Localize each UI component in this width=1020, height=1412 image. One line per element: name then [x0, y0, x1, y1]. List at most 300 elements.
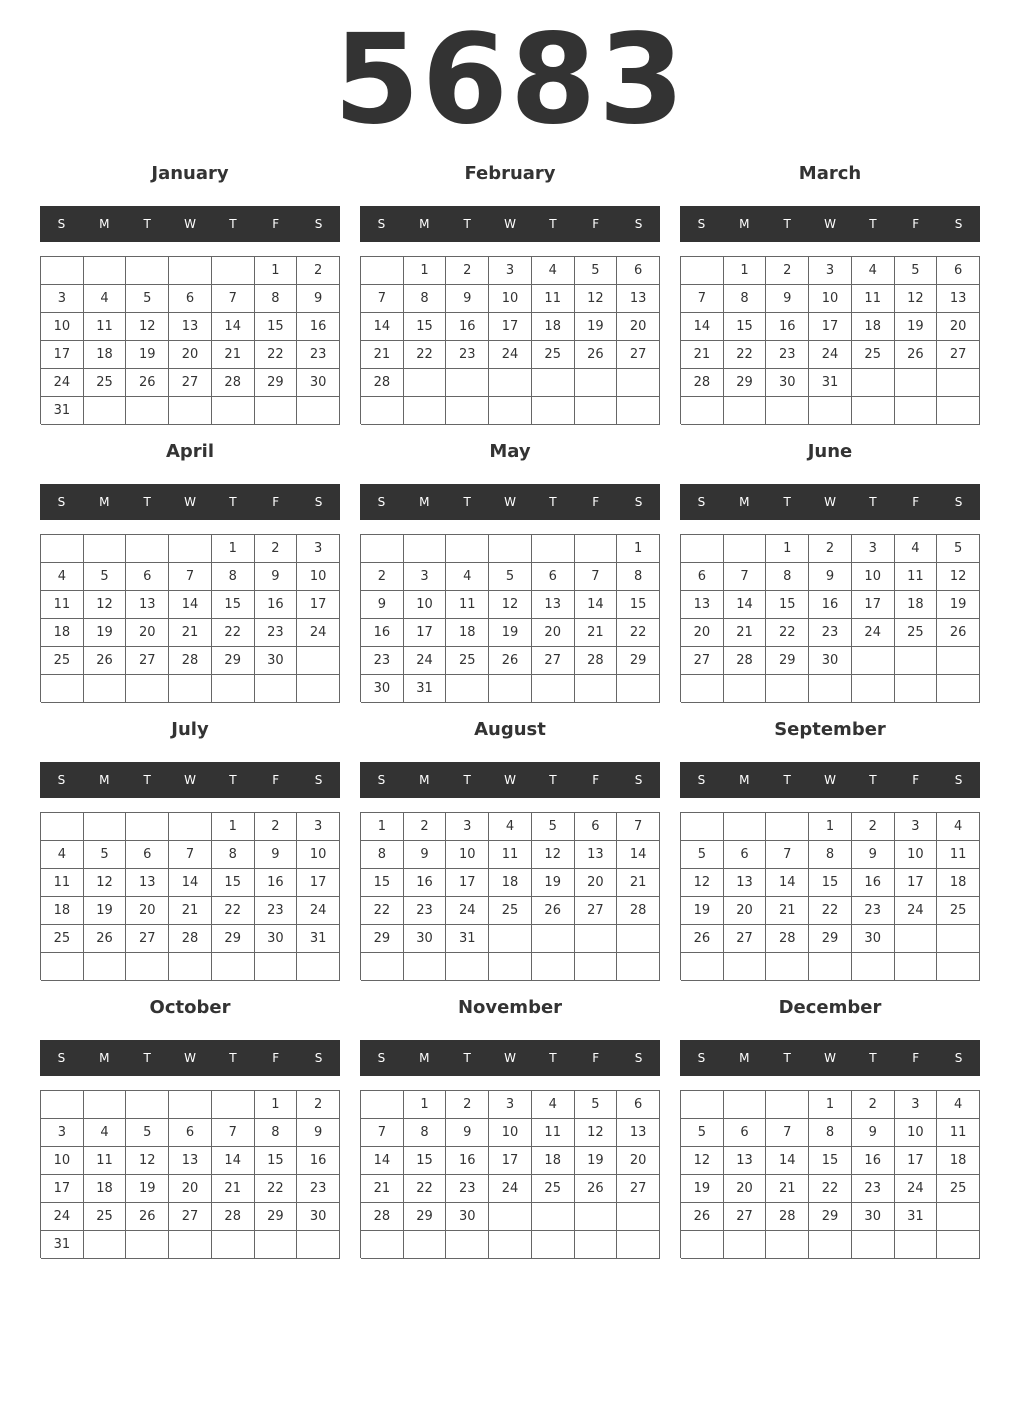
day-cell: 16 [297, 1147, 340, 1175]
empty-cell [169, 1231, 212, 1259]
day-cell: 13 [724, 869, 767, 897]
day-cell: 1 [404, 257, 447, 285]
day-cell: 12 [681, 869, 724, 897]
day-cell: 14 [361, 313, 404, 341]
day-cell: 23 [852, 897, 895, 925]
day-cell: 23 [361, 647, 404, 675]
empty-cell [575, 953, 618, 981]
month-name: March [798, 163, 862, 184]
day-grid [40, 534, 340, 702]
day-cell: 19 [126, 341, 169, 369]
day-cell: 14 [766, 869, 809, 897]
weekday-label: S [634, 495, 643, 509]
day-cell: 10 [41, 313, 84, 341]
day-cell: 29 [404, 1203, 447, 1231]
day-cell: 17 [852, 591, 895, 619]
day-cell: 15 [809, 1147, 852, 1175]
empty-cell [617, 1231, 660, 1259]
day-cell: 21 [212, 341, 255, 369]
empty-cell [126, 813, 169, 841]
empty-cell [84, 1091, 127, 1119]
weekday-label: W [184, 495, 196, 509]
day-cell: 9 [297, 1119, 340, 1147]
day-cell: 25 [895, 619, 938, 647]
empty-cell [41, 675, 84, 703]
empty-cell [575, 675, 618, 703]
weekday-label: M [99, 773, 110, 787]
weekday-label: S [954, 217, 963, 231]
day-cell: 8 [809, 1119, 852, 1147]
day-cell: 6 [681, 563, 724, 591]
empty-cell [297, 953, 340, 981]
day-cell: 1 [724, 257, 767, 285]
weekday-label: S [314, 1051, 323, 1065]
weekday-label: S [57, 773, 66, 787]
day-cell: 25 [532, 341, 575, 369]
day-cell: 26 [575, 341, 618, 369]
weekday-label: F [272, 217, 280, 231]
empty-cell [404, 369, 447, 397]
day-cell: 22 [404, 341, 447, 369]
empty-cell [84, 953, 127, 981]
weekday-label: M [99, 217, 110, 231]
day-cell: 11 [84, 313, 127, 341]
day-cell: 24 [852, 619, 895, 647]
day-cell: 4 [852, 257, 895, 285]
day-cell: 7 [575, 563, 618, 591]
weekday-label: M [739, 217, 750, 231]
weekday-label: F [592, 773, 600, 787]
empty-cell [575, 397, 618, 425]
day-cell: 3 [404, 563, 447, 591]
day-cell: 19 [575, 1147, 618, 1175]
day-cell: 31 [446, 925, 489, 953]
day-cell: 7 [766, 841, 809, 869]
day-cell: 10 [489, 1119, 532, 1147]
day-cell: 23 [446, 341, 489, 369]
weekday-label: W [824, 1051, 836, 1065]
day-cell: 26 [489, 647, 532, 675]
weekday-label: W [504, 495, 516, 509]
weekday-label: T [229, 1051, 237, 1065]
day-cell: 2 [361, 563, 404, 591]
day-cell: 20 [169, 1175, 212, 1203]
weekday-header [360, 484, 660, 520]
day-cell: 22 [212, 619, 255, 647]
empty-cell [404, 535, 447, 563]
day-cell: 13 [169, 313, 212, 341]
day-cell: 25 [84, 1203, 127, 1231]
day-cell: 17 [41, 1175, 84, 1203]
day-cell: 20 [937, 313, 980, 341]
day-cell: 30 [404, 925, 447, 953]
empty-cell [617, 925, 660, 953]
day-cell: 30 [255, 647, 298, 675]
month-name: April [165, 441, 215, 462]
month-name: December [778, 997, 882, 1018]
day-grid [360, 256, 660, 424]
day-cell: 29 [212, 925, 255, 953]
day-cell: 24 [297, 897, 340, 925]
empty-cell [766, 1231, 809, 1259]
day-cell: 28 [575, 647, 618, 675]
empty-cell [895, 647, 938, 675]
day-cell: 7 [724, 563, 767, 591]
weekday-label: T [783, 773, 791, 787]
day-cell: 22 [255, 1175, 298, 1203]
day-cell: 20 [617, 313, 660, 341]
day-cell: 12 [532, 841, 575, 869]
day-cell: 13 [126, 869, 169, 897]
day-cell: 18 [532, 313, 575, 341]
day-cell: 14 [617, 841, 660, 869]
day-cell: 8 [212, 563, 255, 591]
day-cell: 21 [169, 897, 212, 925]
weekday-label: S [634, 773, 643, 787]
day-cell: 5 [126, 1119, 169, 1147]
day-cell: 11 [532, 1119, 575, 1147]
day-cell: 2 [446, 257, 489, 285]
day-cell: 20 [169, 341, 212, 369]
day-cell: 27 [724, 1203, 767, 1231]
empty-cell [681, 397, 724, 425]
day-cell: 21 [361, 341, 404, 369]
day-cell: 9 [852, 1119, 895, 1147]
day-cell: 8 [212, 841, 255, 869]
day-cell: 5 [575, 257, 618, 285]
weekday-label: S [954, 1051, 963, 1065]
empty-cell [212, 675, 255, 703]
empty-cell [126, 953, 169, 981]
day-cell: 10 [895, 841, 938, 869]
day-cell: 23 [297, 1175, 340, 1203]
empty-cell [169, 675, 212, 703]
weekday-label: F [272, 495, 280, 509]
day-cell: 1 [809, 813, 852, 841]
day-cell: 7 [361, 1119, 404, 1147]
day-cell: 15 [809, 869, 852, 897]
day-cell: 16 [361, 619, 404, 647]
day-cell: 28 [617, 897, 660, 925]
empty-cell [681, 953, 724, 981]
empty-cell [937, 647, 980, 675]
empty-cell [617, 953, 660, 981]
empty-cell [617, 397, 660, 425]
day-cell: 9 [852, 841, 895, 869]
weekday-label: M [739, 773, 750, 787]
day-cell: 11 [937, 841, 980, 869]
empty-cell [126, 535, 169, 563]
day-grid [40, 256, 340, 424]
empty-cell [681, 257, 724, 285]
empty-cell [126, 1231, 169, 1259]
weekday-label: S [377, 1051, 386, 1065]
day-cell: 3 [297, 535, 340, 563]
day-cell: 9 [361, 591, 404, 619]
day-cell: 26 [532, 897, 575, 925]
empty-cell [937, 369, 980, 397]
day-cell: 11 [895, 563, 938, 591]
day-cell: 11 [446, 591, 489, 619]
day-cell: 24 [297, 619, 340, 647]
empty-cell [532, 925, 575, 953]
day-cell: 3 [895, 1091, 938, 1119]
day-cell: 25 [852, 341, 895, 369]
weekday-label: T [463, 773, 471, 787]
day-cell: 14 [361, 1147, 404, 1175]
day-cell: 30 [361, 675, 404, 703]
day-cell: 16 [852, 869, 895, 897]
day-cell: 9 [809, 563, 852, 591]
weekday-label: W [504, 217, 516, 231]
day-cell: 3 [41, 1119, 84, 1147]
day-cell: 16 [446, 313, 489, 341]
day-cell: 21 [575, 619, 618, 647]
weekday-label: M [99, 1051, 110, 1065]
day-cell: 23 [255, 897, 298, 925]
empty-cell [297, 675, 340, 703]
day-cell: 18 [532, 1147, 575, 1175]
month-name: June [807, 441, 853, 462]
day-cell: 11 [489, 841, 532, 869]
day-cell: 11 [852, 285, 895, 313]
weekday-header [360, 1040, 660, 1076]
weekday-label: T [229, 773, 237, 787]
weekday-label: T [869, 773, 877, 787]
day-cell: 8 [255, 1119, 298, 1147]
day-cell: 5 [681, 841, 724, 869]
day-cell: 27 [617, 1175, 660, 1203]
empty-cell [489, 1203, 532, 1231]
day-cell: 2 [255, 813, 298, 841]
empty-cell [681, 813, 724, 841]
day-grid [360, 1090, 660, 1258]
empty-cell [489, 925, 532, 953]
day-cell: 7 [169, 563, 212, 591]
day-cell: 22 [255, 341, 298, 369]
day-cell: 26 [84, 925, 127, 953]
empty-cell [617, 369, 660, 397]
weekday-label: S [697, 1051, 706, 1065]
empty-cell [404, 953, 447, 981]
empty-cell [169, 535, 212, 563]
day-cell: 31 [809, 369, 852, 397]
day-cell: 2 [809, 535, 852, 563]
day-cell: 2 [255, 535, 298, 563]
weekday-header [680, 1040, 980, 1076]
day-cell: 19 [84, 619, 127, 647]
day-cell: 22 [724, 341, 767, 369]
day-cell: 23 [255, 619, 298, 647]
day-cell: 20 [617, 1147, 660, 1175]
day-cell: 1 [766, 535, 809, 563]
day-cell: 17 [489, 313, 532, 341]
day-cell: 21 [617, 869, 660, 897]
empty-cell [446, 1231, 489, 1259]
day-cell: 10 [489, 285, 532, 313]
day-cell: 15 [404, 313, 447, 341]
day-cell: 13 [532, 591, 575, 619]
day-cell: 10 [895, 1119, 938, 1147]
empty-cell [84, 675, 127, 703]
empty-cell [212, 1091, 255, 1119]
day-cell: 3 [297, 813, 340, 841]
weekday-label: T [549, 495, 557, 509]
day-cell: 15 [766, 591, 809, 619]
day-cell: 19 [84, 897, 127, 925]
weekday-label: T [783, 1051, 791, 1065]
day-cell: 16 [446, 1147, 489, 1175]
day-cell: 17 [297, 591, 340, 619]
weekday-label: T [549, 1051, 557, 1065]
day-cell: 24 [41, 1203, 84, 1231]
month-name: August [474, 719, 546, 740]
empty-cell [404, 1231, 447, 1259]
day-cell: 6 [126, 841, 169, 869]
day-cell: 27 [126, 647, 169, 675]
empty-cell [766, 953, 809, 981]
weekday-label: S [314, 495, 323, 509]
day-cell: 15 [724, 313, 767, 341]
day-cell: 15 [255, 1147, 298, 1175]
day-cell: 16 [297, 313, 340, 341]
day-cell: 5 [532, 813, 575, 841]
day-cell: 4 [895, 535, 938, 563]
day-cell: 31 [41, 397, 84, 425]
weekday-label: F [912, 1051, 920, 1065]
day-cell: 21 [766, 1175, 809, 1203]
empty-cell [126, 257, 169, 285]
day-cell: 8 [404, 285, 447, 313]
day-cell: 1 [212, 535, 255, 563]
day-cell: 6 [126, 563, 169, 591]
day-cell: 5 [84, 841, 127, 869]
day-cell: 4 [84, 285, 127, 313]
day-cell: 18 [852, 313, 895, 341]
empty-cell [446, 369, 489, 397]
day-cell: 17 [404, 619, 447, 647]
weekday-header [40, 206, 340, 242]
day-cell: 12 [126, 1147, 169, 1175]
day-cell: 4 [84, 1119, 127, 1147]
day-cell: 17 [489, 1147, 532, 1175]
day-cell: 26 [126, 369, 169, 397]
day-cell: 27 [169, 1203, 212, 1231]
empty-cell [212, 397, 255, 425]
day-cell: 11 [84, 1147, 127, 1175]
empty-cell [169, 257, 212, 285]
empty-cell [297, 397, 340, 425]
day-cell: 4 [489, 813, 532, 841]
day-cell: 14 [212, 1147, 255, 1175]
day-cell: 3 [446, 813, 489, 841]
day-cell: 4 [41, 841, 84, 869]
day-cell: 4 [937, 813, 980, 841]
empty-cell [169, 813, 212, 841]
day-cell: 15 [212, 591, 255, 619]
day-cell: 22 [361, 897, 404, 925]
day-cell: 4 [532, 1091, 575, 1119]
empty-cell [489, 675, 532, 703]
day-cell: 2 [404, 813, 447, 841]
empty-cell [617, 675, 660, 703]
empty-cell [532, 397, 575, 425]
empty-cell [895, 953, 938, 981]
day-cell: 2 [297, 257, 340, 285]
day-cell: 19 [126, 1175, 169, 1203]
day-cell: 14 [575, 591, 618, 619]
day-cell: 15 [617, 591, 660, 619]
day-cell: 31 [297, 925, 340, 953]
day-cell: 9 [446, 1119, 489, 1147]
empty-cell [41, 535, 84, 563]
empty-cell [41, 953, 84, 981]
weekday-label: W [824, 217, 836, 231]
day-cell: 21 [766, 897, 809, 925]
day-cell: 13 [617, 1119, 660, 1147]
empty-cell [852, 953, 895, 981]
weekday-label: S [57, 495, 66, 509]
weekday-label: S [697, 217, 706, 231]
empty-cell [212, 953, 255, 981]
day-cell: 23 [809, 619, 852, 647]
empty-cell [575, 1231, 618, 1259]
day-cell: 25 [84, 369, 127, 397]
empty-cell [575, 535, 618, 563]
day-cell: 2 [852, 813, 895, 841]
day-cell: 8 [361, 841, 404, 869]
empty-cell [895, 1231, 938, 1259]
weekday-label: F [272, 1051, 280, 1065]
day-cell: 7 [361, 285, 404, 313]
empty-cell [361, 1231, 404, 1259]
day-cell: 5 [681, 1119, 724, 1147]
day-cell: 9 [446, 285, 489, 313]
weekday-label: T [463, 1051, 471, 1065]
day-cell: 27 [681, 647, 724, 675]
empty-cell [489, 1231, 532, 1259]
empty-cell [446, 675, 489, 703]
weekday-label: F [592, 1051, 600, 1065]
day-cell: 2 [297, 1091, 340, 1119]
weekday-label: S [314, 217, 323, 231]
empty-cell [532, 1231, 575, 1259]
day-cell: 6 [169, 285, 212, 313]
day-cell: 27 [724, 925, 767, 953]
empty-cell [489, 369, 532, 397]
weekday-header [40, 762, 340, 798]
weekday-label: W [504, 773, 516, 787]
empty-cell [766, 397, 809, 425]
weekday-label: M [419, 495, 430, 509]
empty-cell [84, 257, 127, 285]
day-cell: 30 [297, 1203, 340, 1231]
weekday-label: F [592, 217, 600, 231]
weekday-label: S [377, 217, 386, 231]
weekday-label: S [377, 773, 386, 787]
day-cell: 30 [852, 925, 895, 953]
empty-cell [681, 535, 724, 563]
weekday-label: T [143, 1051, 151, 1065]
day-cell: 27 [575, 897, 618, 925]
day-cell: 18 [84, 341, 127, 369]
day-cell: 5 [937, 535, 980, 563]
empty-cell [169, 953, 212, 981]
empty-cell [937, 925, 980, 953]
day-cell: 4 [41, 563, 84, 591]
weekday-label: T [549, 217, 557, 231]
day-cell: 12 [489, 591, 532, 619]
